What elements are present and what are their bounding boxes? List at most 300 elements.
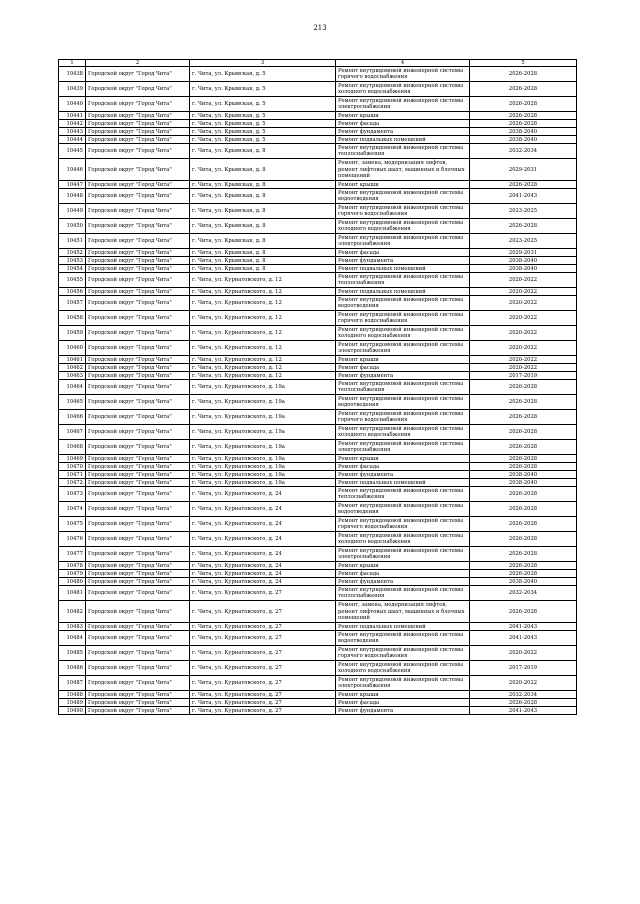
table-row <box>59 463 577 471</box>
row-number-cell: 10443 <box>59 128 86 136</box>
period-cell: 2023-2025 <box>470 204 577 219</box>
address-cell: г. Чита, ул. Курнатовского, д. 19а <box>190 410 336 425</box>
work-type-cell: Ремонт внутридомовой инженерной системы холодного водоснабжения <box>336 661 470 676</box>
municipality-cell: Городской округ "Город Чита" <box>86 189 190 204</box>
row-number-cell: 10468 <box>59 440 86 455</box>
period-cell: 2026-2028 <box>470 112 577 120</box>
period-cell: 2020-2022 <box>470 341 577 356</box>
period-cell: 2026-2028 <box>470 502 577 517</box>
address-cell: г. Чита, ул. Крымская, д. 5 <box>190 112 336 120</box>
address-cell: г. Чита, ул. Курнатовского, д. 12 <box>190 341 336 356</box>
row-number-cell: 10440 <box>59 97 86 112</box>
period-cell: 2038-2040 <box>470 265 577 273</box>
municipality-cell: Городской округ "Город Чита" <box>86 112 190 120</box>
work-type-cell: Ремонт фасада <box>336 463 470 471</box>
table-row <box>59 181 577 189</box>
municipality-cell: Городской округ "Город Чита" <box>86 410 190 425</box>
work-type-cell: Ремонт внутридомовой инженерной системы холодного водоснабжения <box>336 82 470 97</box>
work-type-cell: Ремонт фасада <box>336 364 470 372</box>
address-cell: г. Чита, ул. Курнатовского, д. 19а <box>190 455 336 463</box>
address-cell: г. Чита, ул. Крымская, д. 8 <box>190 265 336 273</box>
row-number-cell: 10485 <box>59 646 86 661</box>
row-number-cell: 10444 <box>59 136 86 144</box>
work-type-cell: Ремонт внутридомовой инженерной системы водоотведения <box>336 631 470 646</box>
municipality-cell: Городской округ "Город Чита" <box>86 144 190 159</box>
row-number-cell: 10462 <box>59 364 86 372</box>
row-number-cell: 10469 <box>59 455 86 463</box>
municipality-cell: Городской округ "Город Чита" <box>86 517 190 532</box>
address-cell: г. Чита, ул. Курнатовского, д. 27 <box>190 631 336 646</box>
row-number-cell: 10479 <box>59 570 86 578</box>
address-cell: г. Чита, ул. Курнатовского, д. 27 <box>190 661 336 676</box>
table-row <box>59 311 577 326</box>
municipality-cell: Городской округ "Город Чита" <box>86 219 190 234</box>
period-cell: 2026-2028 <box>470 219 577 234</box>
row-number-cell: 10449 <box>59 204 86 219</box>
address-cell: г. Чита, ул. Курнатовского, д. 24 <box>190 570 336 578</box>
municipality-cell: Городской округ "Город Чита" <box>86 249 190 257</box>
work-type-cell: Ремонт внутридомовой инженерной системы теплоснабжения <box>336 380 470 395</box>
table-row <box>59 532 577 547</box>
address-cell: г. Чита, ул. Курнатовского, д. 27 <box>190 691 336 699</box>
table-row <box>59 646 577 661</box>
period-cell: 2026-2028 <box>470 440 577 455</box>
period-cell: 2026-2028 <box>470 395 577 410</box>
row-number-cell: 10463 <box>59 372 86 380</box>
row-number-cell: 10452 <box>59 249 86 257</box>
municipality-cell: Городской округ "Город Чита" <box>86 181 190 189</box>
row-number-cell: 10460 <box>59 341 86 356</box>
municipality-cell: Городской округ "Город Чита" <box>86 311 190 326</box>
table-row <box>59 372 577 380</box>
period-cell: 2020-2022 <box>470 311 577 326</box>
table-row <box>59 410 577 425</box>
municipality-cell: Городской округ "Город Чита" <box>86 372 190 380</box>
table-row <box>59 487 577 502</box>
municipality-cell: Городской округ "Город Чита" <box>86 547 190 562</box>
table-row <box>59 502 577 517</box>
municipality-cell: Городской округ "Город Чита" <box>86 341 190 356</box>
work-type-cell: Ремонт фасада <box>336 699 470 707</box>
municipality-cell: Городской округ "Город Чита" <box>86 273 190 288</box>
address-cell: г. Чита, ул. Курнатовского, д. 27 <box>190 707 336 715</box>
address-cell: г. Чита, ул. Курнатовского, д. 19а <box>190 440 336 455</box>
work-type-cell: Ремонт внутридомовой инженерной системы горячего водоснабжения <box>336 646 470 661</box>
address-cell: г. Чита, ул. Крымская, д. 8 <box>190 219 336 234</box>
row-number-cell: 10465 <box>59 395 86 410</box>
row-number-cell: 10455 <box>59 273 86 288</box>
table-row <box>59 547 577 562</box>
work-type-cell: Ремонт внутридомовой инженерной системы теплоснабжения <box>336 144 470 159</box>
table-row <box>59 204 577 219</box>
municipality-cell: Городской округ "Город Чита" <box>86 471 190 479</box>
header-col-3: 3 <box>190 60 336 67</box>
address-cell: г. Чита, ул. Курнатовского, д. 27 <box>190 601 336 623</box>
work-type-cell: Ремонт крыши <box>336 356 470 364</box>
table-body <box>59 67 577 715</box>
municipality-cell: Городской округ "Город Чита" <box>86 204 190 219</box>
address-cell: г. Чита, ул. Курнатовского, д. 24 <box>190 547 336 562</box>
municipality-cell: Городской округ "Город Чита" <box>86 356 190 364</box>
period-cell: 2038-2040 <box>470 128 577 136</box>
municipality-cell: Городской округ "Город Чита" <box>86 676 190 691</box>
work-type-cell: Ремонт внутридомовой инженерной системы электроснабжения <box>336 234 470 249</box>
period-cell: 2041-2043 <box>470 189 577 204</box>
work-type-cell: Ремонт внутридомовой инженерной системы электроснабжения <box>336 676 470 691</box>
work-type-cell: Ремонт фундамента <box>336 707 470 715</box>
header-col-5: 5 <box>470 60 577 67</box>
municipality-cell: Городской округ "Город Чита" <box>86 326 190 341</box>
municipality-cell: Городской округ "Город Чита" <box>86 455 190 463</box>
work-type-cell: Ремонт, замена, модернизация лифтов, ремонт лифтовых шахт, машинных и блочных помещений <box>336 601 470 623</box>
municipality-cell: Городской округ "Город Чита" <box>86 364 190 372</box>
row-number-cell: 10489 <box>59 699 86 707</box>
work-type-cell: Ремонт фасада <box>336 249 470 257</box>
municipality-cell: Городской округ "Город Чита" <box>86 661 190 676</box>
municipality-cell: Городской округ "Город Чита" <box>86 288 190 296</box>
address-cell: г. Чита, ул. Курнатовского, д. 24 <box>190 502 336 517</box>
period-cell: 2026-2028 <box>470 67 577 82</box>
address-cell: г. Чита, ул. Курнатовского, д. 24 <box>190 578 336 586</box>
work-type-cell: Ремонт подвальных помещений <box>336 136 470 144</box>
period-cell: 2026-2028 <box>470 570 577 578</box>
address-cell: г. Чита, ул. Курнатовского, д. 12 <box>190 364 336 372</box>
period-cell: 2038-2040 <box>470 578 577 586</box>
row-number-cell: 10438 <box>59 67 86 82</box>
municipality-cell: Городской округ "Город Чита" <box>86 67 190 82</box>
work-type-cell: Ремонт крыши <box>336 691 470 699</box>
work-type-cell: Ремонт фундамента <box>336 128 470 136</box>
row-number-cell: 10453 <box>59 257 86 265</box>
address-cell: г. Чита, ул. Курнатовского, д. 19а <box>190 395 336 410</box>
address-cell: г. Чита, ул. Крымская, д. 8 <box>190 204 336 219</box>
work-type-cell: Ремонт внутридомовой инженерной системы горячего водоснабжения <box>336 67 470 82</box>
address-cell: г. Чита, ул. Курнатовского, д. 12 <box>190 311 336 326</box>
period-cell: 2026-2028 <box>470 380 577 395</box>
row-number-cell: 10478 <box>59 562 86 570</box>
table-row <box>59 326 577 341</box>
municipality-cell: Городской округ "Город Чита" <box>86 136 190 144</box>
period-cell: 2026-2028 <box>470 601 577 623</box>
period-cell: 2038-2040 <box>470 479 577 487</box>
municipality-cell: Городской округ "Город Чита" <box>86 562 190 570</box>
work-type-cell: Ремонт фундамента <box>336 578 470 586</box>
period-cell: 2020-2022 <box>470 326 577 341</box>
period-cell: 2038-2040 <box>470 136 577 144</box>
table-row <box>59 570 577 578</box>
table-row <box>59 623 577 631</box>
municipality-cell: Городской округ "Город Чита" <box>86 646 190 661</box>
row-number-cell: 10473 <box>59 487 86 502</box>
row-number-cell: 10448 <box>59 189 86 204</box>
table-row <box>59 631 577 646</box>
address-cell: г. Чита, ул. Курнатовского, д. 19а <box>190 471 336 479</box>
period-cell: 2032-2034 <box>470 586 577 601</box>
work-type-cell: Ремонт фундамента <box>336 372 470 380</box>
address-cell: г. Чита, ул. Крымская, д. 8 <box>190 249 336 257</box>
work-type-cell: Ремонт внутридомовой инженерной системы горячего водоснабжения <box>336 410 470 425</box>
row-number-cell: 10467 <box>59 425 86 440</box>
municipality-cell: Городской округ "Город Чита" <box>86 691 190 699</box>
address-cell: г. Чита, ул. Крымская, д. 8 <box>190 144 336 159</box>
row-number-cell: 10487 <box>59 676 86 691</box>
table-row <box>59 455 577 463</box>
municipality-cell: Городской округ "Город Чита" <box>86 380 190 395</box>
municipality-cell: Городской округ "Город Чита" <box>86 479 190 487</box>
page-number: 213 <box>313 24 327 32</box>
work-type-cell: Ремонт внутридомовой инженерной системы горячего водоснабжения <box>336 517 470 532</box>
work-type-cell: Ремонт фасада <box>336 570 470 578</box>
period-cell: 2041-2043 <box>470 707 577 715</box>
row-number-cell: 10446 <box>59 159 86 181</box>
period-cell: 2017-2019 <box>470 661 577 676</box>
period-cell: 2020-2022 <box>470 364 577 372</box>
municipality-cell: Городской округ "Город Чита" <box>86 159 190 181</box>
address-cell: г. Чита, ул. Крымская, д. 8 <box>190 159 336 181</box>
municipality-cell: Городской округ "Город Чита" <box>86 707 190 715</box>
work-type-cell: Ремонт внутридомовой инженерной системы водоотведения <box>336 502 470 517</box>
work-type-cell: Ремонт, замена, модернизация лифтов, ремонт лифтовых шахт, машинных и блочных помещений <box>336 159 470 181</box>
address-cell: г. Чита, ул. Крымская, д. 5 <box>190 120 336 128</box>
table-header <box>59 60 577 67</box>
municipality-cell: Городской округ "Город Чита" <box>86 601 190 623</box>
address-cell: г. Чита, ул. Крымская, д. 8 <box>190 189 336 204</box>
work-type-cell: Ремонт внутридомовой инженерной системы теплоснабжения <box>336 586 470 601</box>
row-number-cell: 10482 <box>59 601 86 623</box>
address-cell: г. Чита, ул. Курнатовского, д. 24 <box>190 562 336 570</box>
municipality-cell: Городской округ "Город Чита" <box>86 440 190 455</box>
row-number-cell: 10480 <box>59 578 86 586</box>
period-cell: 2032-2034 <box>470 144 577 159</box>
address-cell: г. Чита, ул. Курнатовского, д. 19а <box>190 463 336 471</box>
period-cell: 2026-2028 <box>470 699 577 707</box>
municipality-cell: Городской округ "Город Чита" <box>86 631 190 646</box>
municipality-cell: Городской округ "Город Чита" <box>86 578 190 586</box>
table-row <box>59 380 577 395</box>
work-type-cell: Ремонт подвальных помещений <box>336 479 470 487</box>
row-number-cell: 10471 <box>59 471 86 479</box>
work-type-cell: Ремонт фасада <box>336 120 470 128</box>
work-type-cell: Ремонт крыши <box>336 181 470 189</box>
period-cell: 2020-2022 <box>470 296 577 311</box>
row-number-cell: 10464 <box>59 380 86 395</box>
period-cell: 2020-2022 <box>470 288 577 296</box>
table-row <box>59 128 577 136</box>
municipality-cell: Городской округ "Город Чита" <box>86 97 190 112</box>
period-cell: 2023-2025 <box>470 234 577 249</box>
row-number-cell: 10456 <box>59 288 86 296</box>
municipality-cell: Городской округ "Город Чита" <box>86 128 190 136</box>
table-row <box>59 601 577 623</box>
address-cell: г. Чита, ул. Курнатовского, д. 24 <box>190 487 336 502</box>
municipality-cell: Городской округ "Город Чита" <box>86 296 190 311</box>
row-number-cell: 10475 <box>59 517 86 532</box>
table-row <box>59 395 577 410</box>
address-cell: г. Чита, ул. Курнатовского, д. 19а <box>190 425 336 440</box>
work-type-cell: Ремонт внутридомовой инженерной системы теплоснабжения <box>336 487 470 502</box>
period-cell: 2041-2043 <box>470 631 577 646</box>
row-number-cell: 10439 <box>59 82 86 97</box>
address-cell: г. Чита, ул. Курнатовского, д. 12 <box>190 288 336 296</box>
table-row <box>59 144 577 159</box>
period-cell: 2017-2019 <box>470 372 577 380</box>
address-cell: г. Чита, ул. Курнатовского, д. 27 <box>190 676 336 691</box>
table-row <box>59 676 577 691</box>
municipality-cell: Городской округ "Город Чита" <box>86 586 190 601</box>
address-cell: г. Чита, ул. Курнатовского, д. 19а <box>190 380 336 395</box>
municipality-cell: Городской округ "Город Чита" <box>86 570 190 578</box>
period-cell: 2026-2028 <box>470 455 577 463</box>
header-col-1: 1 <box>59 60 86 67</box>
row-number-cell: 10484 <box>59 631 86 646</box>
table-row <box>59 97 577 112</box>
header-col-4: 4 <box>336 60 470 67</box>
address-cell: г. Чита, ул. Курнатовского, д. 27 <box>190 623 336 631</box>
work-type-cell: Ремонт внутридомовой инженерной системы водоотведения <box>336 296 470 311</box>
work-type-cell: Ремонт внутридомовой инженерной системы теплоснабжения <box>336 273 470 288</box>
table-row <box>59 82 577 97</box>
row-number-cell: 10442 <box>59 120 86 128</box>
table-row <box>59 562 577 570</box>
address-cell: г. Чита, ул. Курнатовского, д. 12 <box>190 356 336 364</box>
table-row <box>59 691 577 699</box>
municipality-cell: Городской округ "Город Чита" <box>86 82 190 97</box>
period-cell: 2026-2028 <box>470 82 577 97</box>
row-number-cell: 10490 <box>59 707 86 715</box>
period-cell: 2026-2028 <box>470 517 577 532</box>
work-type-cell: Ремонт фундамента <box>336 257 470 265</box>
table-row <box>59 265 577 273</box>
period-cell: 2020-2022 <box>470 646 577 661</box>
municipality-cell: Городской округ "Город Чита" <box>86 463 190 471</box>
row-number-cell: 10474 <box>59 502 86 517</box>
work-type-cell: Ремонт внутридомовой инженерной системы электроснабжения <box>336 547 470 562</box>
work-type-cell: Ремонт крыши <box>336 455 470 463</box>
address-cell: г. Чита, ул. Курнатовского, д. 12 <box>190 273 336 288</box>
municipality-cell: Городской округ "Город Чита" <box>86 395 190 410</box>
repair-schedule-table <box>58 59 577 715</box>
work-type-cell: Ремонт подвальных помещений <box>336 265 470 273</box>
address-cell: г. Чита, ул. Крымская, д. 8 <box>190 257 336 265</box>
row-number-cell: 10445 <box>59 144 86 159</box>
row-number-cell: 10466 <box>59 410 86 425</box>
row-number-cell: 10458 <box>59 311 86 326</box>
table-row <box>59 189 577 204</box>
table-row <box>59 136 577 144</box>
table-row <box>59 234 577 249</box>
row-number-cell: 10481 <box>59 586 86 601</box>
work-type-cell: Ремонт внутридомовой инженерной системы горячего водоснабжения <box>336 204 470 219</box>
address-cell: г. Чита, ул. Курнатовского, д. 12 <box>190 326 336 341</box>
table-row <box>59 356 577 364</box>
work-type-cell: Ремонт внутридомовой инженерной системы водоотведения <box>336 395 470 410</box>
period-cell: 2026-2028 <box>470 120 577 128</box>
address-cell: г. Чита, ул. Крымская, д. 5 <box>190 67 336 82</box>
table-row <box>59 159 577 181</box>
table-row <box>59 586 577 601</box>
row-number-cell: 10447 <box>59 181 86 189</box>
row-number-cell: 10450 <box>59 219 86 234</box>
period-cell: 2038-2040 <box>470 257 577 265</box>
address-cell: г. Чита, ул. Крымская, д. 5 <box>190 136 336 144</box>
address-cell: г. Чита, ул. Крымская, д. 8 <box>190 234 336 249</box>
work-type-cell: Ремонт подвальных помещений <box>336 288 470 296</box>
period-cell: 2026-2028 <box>470 487 577 502</box>
table-row <box>59 707 577 715</box>
work-type-cell: Ремонт внутридомовой инженерной системы электроснабжения <box>336 341 470 356</box>
address-cell: г. Чита, ул. Курнатовского, д. 27 <box>190 699 336 707</box>
row-number-cell: 10470 <box>59 463 86 471</box>
period-cell: 2029-2031 <box>470 249 577 257</box>
address-cell: г. Чита, ул. Курнатовского, д. 12 <box>190 372 336 380</box>
row-number-cell: 10451 <box>59 234 86 249</box>
table-row <box>59 471 577 479</box>
municipality-cell: Городской округ "Город Чита" <box>86 532 190 547</box>
period-cell: 2026-2028 <box>470 425 577 440</box>
period-cell: 2020-2022 <box>470 356 577 364</box>
period-cell: 2041-2043 <box>470 623 577 631</box>
header-col-2: 2 <box>86 60 190 67</box>
period-cell: 2026-2028 <box>470 562 577 570</box>
table-row <box>59 699 577 707</box>
address-cell: г. Чита, ул. Крымская, д. 5 <box>190 97 336 112</box>
period-cell: 2026-2028 <box>470 547 577 562</box>
municipality-cell: Городской округ "Город Чита" <box>86 699 190 707</box>
work-type-cell: Ремонт внутридомовой инженерной системы электроснабжения <box>336 440 470 455</box>
period-cell: 2029-2031 <box>470 159 577 181</box>
municipality-cell: Городской округ "Город Чита" <box>86 623 190 631</box>
address-cell: г. Чита, ул. Крымская, д. 5 <box>190 128 336 136</box>
period-cell: 2026-2028 <box>470 181 577 189</box>
table-row <box>59 479 577 487</box>
table-row <box>59 578 577 586</box>
address-cell: г. Чита, ул. Курнатовского, д. 24 <box>190 517 336 532</box>
row-number-cell: 10457 <box>59 296 86 311</box>
row-number-cell: 10454 <box>59 265 86 273</box>
table-row <box>59 112 577 120</box>
table-row <box>59 120 577 128</box>
address-cell: г. Чита, ул. Курнатовского, д. 19а <box>190 479 336 487</box>
address-cell: г. Чита, ул. Курнатовского, д. 27 <box>190 646 336 661</box>
period-cell: 2026-2028 <box>470 532 577 547</box>
period-cell: 2020-2022 <box>470 676 577 691</box>
period-cell: 2026-2028 <box>470 463 577 471</box>
address-cell: г. Чита, ул. Курнатовского, д. 12 <box>190 296 336 311</box>
table-row <box>59 661 577 676</box>
row-number-cell: 10486 <box>59 661 86 676</box>
period-cell: 2026-2028 <box>470 410 577 425</box>
period-cell: 2026-2028 <box>470 97 577 112</box>
work-type-cell: Ремонт внутридомовой инженерной системы водоотведения <box>336 189 470 204</box>
table-row <box>59 219 577 234</box>
work-type-cell: Ремонт внутридомовой инженерной системы горячего водоснабжения <box>336 311 470 326</box>
work-type-cell: Ремонт подвальных помещений <box>336 623 470 631</box>
municipality-cell: Городской округ "Город Чита" <box>86 487 190 502</box>
table-row <box>59 249 577 257</box>
work-type-cell: Ремонт внутридомовой инженерной системы холодного водоснабжения <box>336 425 470 440</box>
row-number-cell: 10459 <box>59 326 86 341</box>
work-type-cell: Ремонт внутридомовой инженерной системы холодного водоснабжения <box>336 532 470 547</box>
table-row <box>59 296 577 311</box>
row-number-cell: 10441 <box>59 112 86 120</box>
municipality-cell: Городской округ "Город Чита" <box>86 257 190 265</box>
table-row <box>59 425 577 440</box>
municipality-cell: Городской округ "Город Чита" <box>86 234 190 249</box>
row-number-cell: 10476 <box>59 532 86 547</box>
table-row <box>59 341 577 356</box>
address-cell: г. Чита, ул. Крымская, д. 5 <box>190 82 336 97</box>
table-row <box>59 440 577 455</box>
